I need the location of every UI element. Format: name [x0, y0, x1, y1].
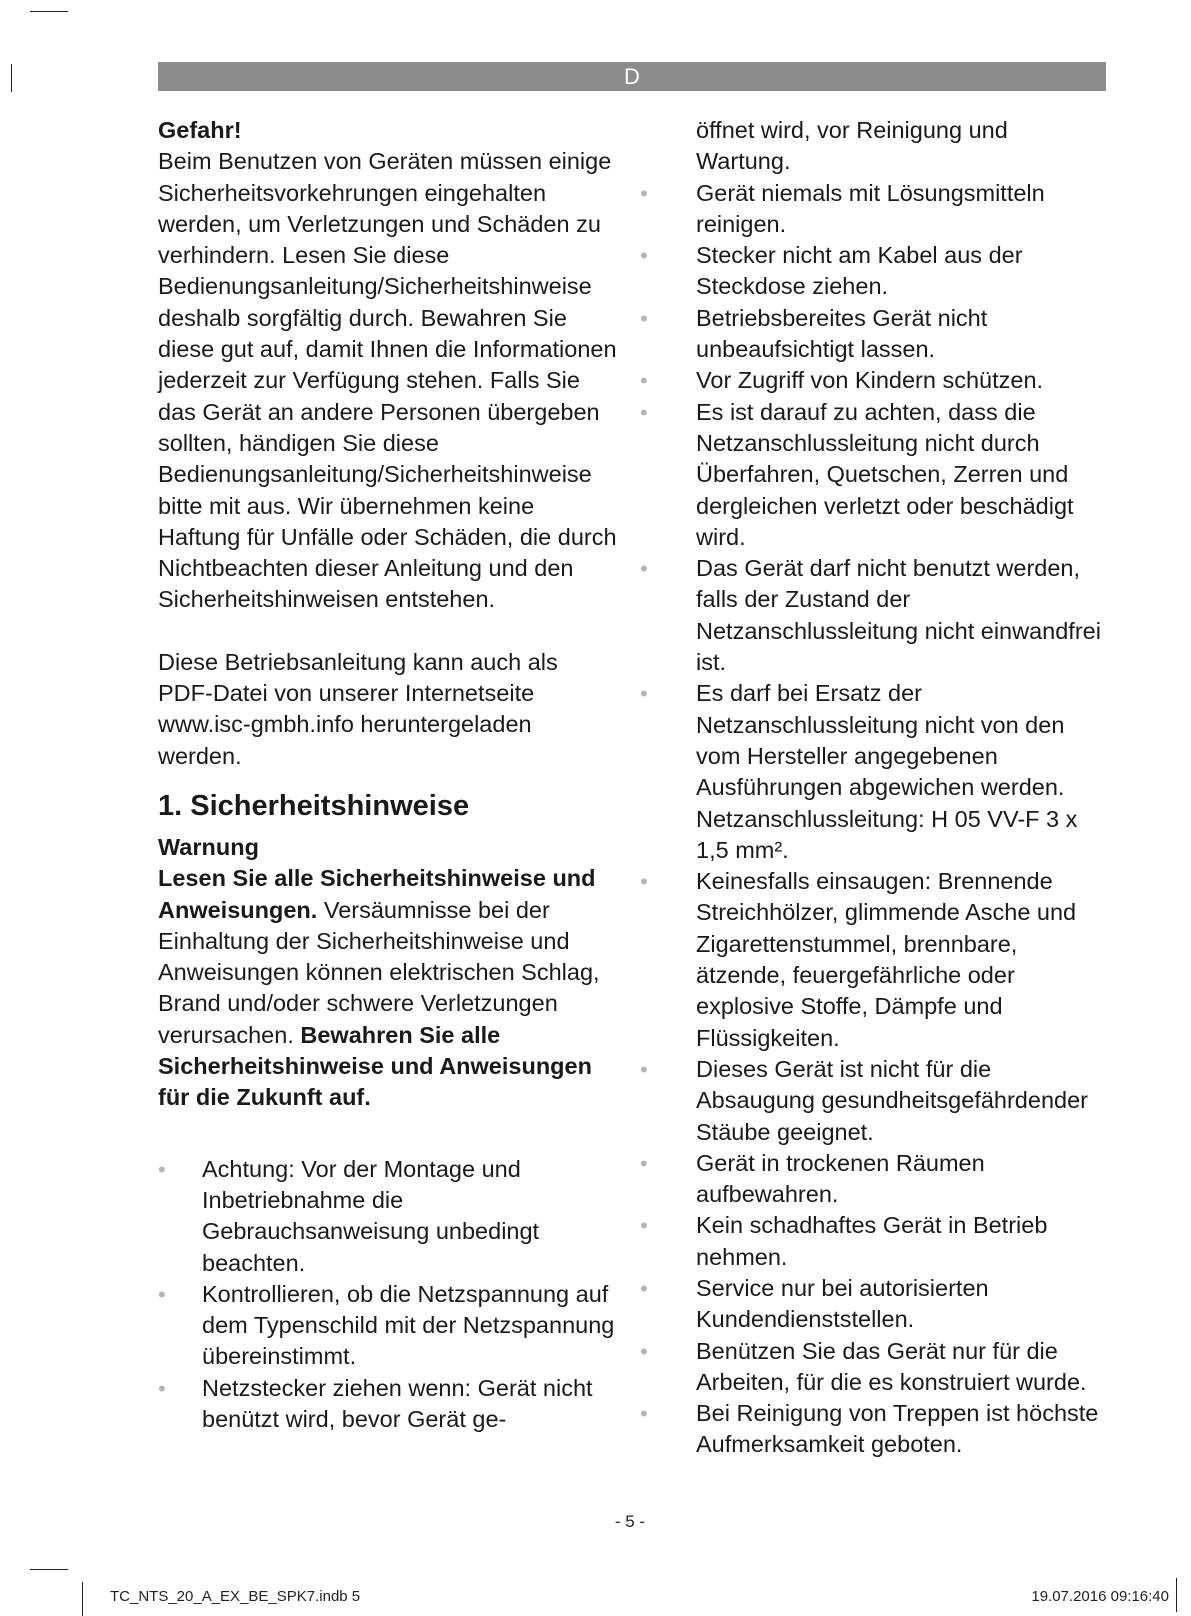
section-title: 1. Sicherheitshinweise: [158, 789, 470, 822]
list-item: • Kein schadhaftes Gerät in Betrieb nehmen.: [648, 1210, 1106, 1273]
list-item: • Es ist darauf zu achten, dass die Netzanschlussleitung nicht durch Überfahren, Quetschen, Zerren und dergleichen verletzt oder beschädigt wird.: [648, 397, 1106, 553]
crop-mark-bottom-left: [30, 1569, 68, 1570]
list-item: • Bei Reinigung von Treppen ist höchste Aufmerksamkeit geboten.: [648, 1398, 1106, 1461]
list-item: • Benützen Sie das Gerät nur für die Arbeiten, für die es konstruiert wurde.: [648, 1336, 1106, 1399]
file-info: TC_NTS_20_A_EX_BE_SPK7.indb 5: [110, 1588, 361, 1605]
list-item: • Das Gerät darf nicht benutzt werden, falls der Zustand der Netzanschlussleitung nicht einwandfrei ist.: [648, 553, 1106, 678]
warning-lead: Lesen Sie alle Sicherheitshinweise und Anweisungen.: [158, 865, 596, 923]
list-item: • Es darf bei Ersatz der Netzanschlussleitung nicht von den vom Hersteller angegebenen Ausführungen abgewichen werden. Netzanschlussleitung: H 05 VV-F 3 x 1,5 mm².: [648, 678, 1106, 866]
list-item: • Achtung: Vor der Montage und Inbetriebnahme die Gebrauchsanweisung unbedingt beachten.: [158, 1154, 618, 1279]
print-timestamp: 19.07.2016 09:16:40: [1031, 1588, 1169, 1605]
warning-keep: Bewahren Sie alle Sicherheitshinweise und Anweisungen für die Zukunft auf.: [158, 1021, 592, 1111]
danger-heading: Gefahr!: [158, 117, 242, 143]
warning-paragraph: [158, 863, 618, 1113]
crop-mark-bottom-right-vertical: [1176, 1578, 1177, 1612]
list-item: • Service nur bei autorisierten Kundendienststellen.: [648, 1273, 1106, 1336]
crop-mark-top-left: [30, 11, 68, 12]
page-number: - 5 -: [614, 1512, 646, 1531]
list-item: • Gerät niemals mit Lösungsmitteln reinigen.: [648, 178, 1106, 241]
continued-list-item: öffnet wird, vor Reinigung und Wartung.: [696, 117, 1008, 175]
list-item: • Vor Zugriff von Kindern schützen.: [648, 365, 1106, 396]
list-item: • Netzstecker ziehen wenn: Gerät nicht benützt wird, bevor Gerät ge-: [158, 1373, 618, 1436]
crop-mark-bottom-left-vertical: [82, 1582, 83, 1616]
language-code: D: [624, 64, 640, 89]
right-column: [648, 115, 1106, 1461]
warning-body: Versäumnisse bei der Einhaltung der Sicherheitshinweise und Anweisungen können elektrischen Schlag, Brand und/oder schwere Verletzungen verursachen.: [158, 896, 600, 1048]
list-item: • Stecker nicht am Kabel aus der Steckdose ziehen.: [648, 240, 1106, 303]
pdf-download-paragraph: Diese Betriebsanleitung kann auch als PDF-Datei von unserer Internetseite www.isc-gmbh.info heruntergeladen werden.: [158, 648, 558, 769]
left-column: [158, 115, 618, 1435]
list-item: • Keinesfalls einsaugen: Brennende Streichhölzer, glimmende Asche und Zigarettenstummel, brennbare, ätzende, feuergefährliche oder explosive Stoffe, Dämpfe und Flüssigkeiten.: [648, 866, 1106, 1054]
spacer: [158, 616, 618, 647]
language-bar: [158, 62, 1106, 91]
list-item: • Gerät in trockenen Räumen aufbewahren.: [648, 1148, 1106, 1211]
danger-paragraph: Beim Benutzen von Geräten müssen einige Sicherheitsvorkehrungen eingehalten werden, um Verletzungen und Schäden zu verhindern. Lesen Sie diese Bedienungsanleitung/Sicherheitshinweise deshalb sorgfältig durch. Bewahren Sie diese gut auf, damit Ihnen die Informationen jederzeit zur Verfügung stehen. Falls Sie das Gerät an andere Personen übergeben sollten, händigen Sie diese Bedienungsanleitung/Sicherheitshinweise bitte mit aus. Wir übernehmen keine Haftung für Unfälle oder Schäden, die durch Nichtbeachten dieser Anleitung und den Sicherheitshinweisen entstehen.: [158, 148, 617, 613]
warning-heading: Warnung: [158, 833, 259, 860]
left-bullet-list: [158, 1154, 618, 1436]
list-item: • Dieses Gerät ist nicht für die Absaugung gesundheitsgefährdender Stäube geeignet.: [648, 1054, 1106, 1148]
crop-mark-left-vertical: [11, 64, 12, 92]
list-item: • Betriebsbereites Gerät nicht unbeaufsichtigt lassen.: [648, 303, 1106, 366]
right-bullet-list: [648, 178, 1106, 1461]
list-item: • Kontrollieren, ob die Netzspannung auf dem Typenschild mit der Netzspannung übereinstimmt.: [158, 1279, 618, 1373]
